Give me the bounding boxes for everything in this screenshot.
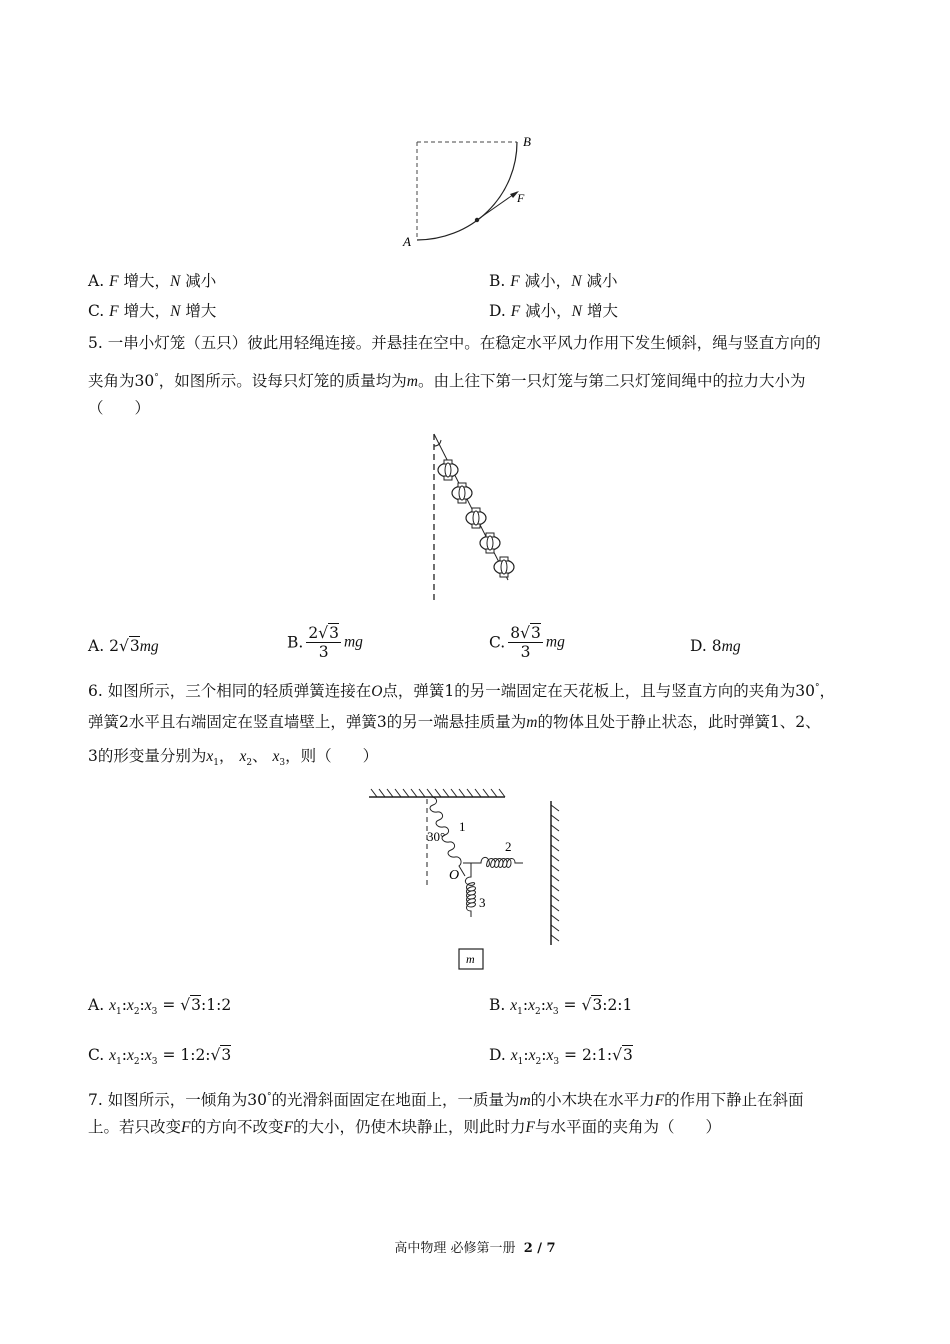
footer-page-number: 2 / 7 (523, 1241, 556, 1256)
spring1-label: 1 (459, 819, 466, 834)
q4-option-c[interactable]: C. F 增大，N 增大 (88, 302, 217, 320)
figure-lanterns (420, 430, 530, 605)
q6-option-b[interactable]: B. $x_1:x_2:x_3$ = √3:2:1 (489, 996, 633, 1018)
q4-option-d[interactable]: D. F 减小，N 增大 (489, 302, 618, 320)
q5-option-c[interactable]: C. $\frac{8√3}{3}$ mg (489, 624, 565, 661)
q4-option-a[interactable]: A. F 增大，N 减小 (88, 272, 217, 290)
label-F: F (517, 191, 525, 205)
q6-stem-line1: 6. 如图所示，三个相同的轻质弹簧连接在O点，弹簧1的另一端固定在天花板上，且与竖直方向的夹角为30°， (88, 682, 836, 701)
spring3-label: 3 (479, 895, 486, 910)
q6-option-c[interactable]: C. $x_1:x_2:x_3$ = 1:2:√3 (88, 1046, 232, 1068)
q5-option-b[interactable]: B. $\frac{2√3}{3}$ mg (287, 624, 363, 661)
figure-springs (365, 785, 565, 975)
q5-answer-paren: （ ） (88, 399, 151, 417)
mass-label: m (466, 952, 475, 966)
figure-quarter-arc (395, 128, 545, 253)
footer-subject: 高中物理 必修第一册 (394, 1241, 516, 1256)
q6-stem-line2: 弹簧2水平且右端固定在竖直墙壁上，弹簧3的另一端悬挂质量为m的物体且处于静止状态，此时弹簧1、2、 (88, 713, 821, 731)
label-B: B (523, 134, 531, 149)
q7-stem-line2: 上。若只改变F的方向不改变F的大小，仍使木块静止，则此时力F与水平面的夹角为（ ） (88, 1118, 721, 1136)
angle-label: 30° (427, 829, 446, 844)
q5-stem-line2: 夹角为30°，如图所示。设每只灯笼的质量均为m。由上往下第一只灯笼与第二只灯笼间绳中的拉力大小为 (88, 372, 806, 391)
q5-option-a[interactable]: A. 2√3mg (88, 637, 159, 655)
page-footer (0, 1237, 950, 1256)
q7-stem-line1: 7. 如图所示，一倾角为30°的光滑斜面固定在地面上，一质量为m的小木块在水平力F的作用下静止在斜面 (88, 1091, 804, 1110)
q5-option-d[interactable]: D. 8mg (690, 637, 741, 655)
q4-option-b[interactable]: B. F 减小，N 减小 (489, 272, 618, 290)
label-A: A (403, 234, 411, 249)
q6-option-a[interactable]: A. $x_1:x_2:x_3$ = √3:1:2 (88, 996, 232, 1018)
spring2-label: 2 (505, 839, 512, 854)
q5-stem-line1: 5. 一串小灯笼（五只）彼此用轻绳连接。并悬挂在空中。在稳定水平风力作用下发生倾斜，绳与竖直方向的 (88, 334, 821, 352)
q6-option-d[interactable]: D. $x_1:x_2:x_3$ = 2:1:√3 (489, 1046, 633, 1068)
q6-stem-line3: 3的形变量分别为$x_1$， $x_2$、 $x_3$，则（ ） (88, 747, 379, 769)
point-O-label: O (449, 868, 460, 883)
